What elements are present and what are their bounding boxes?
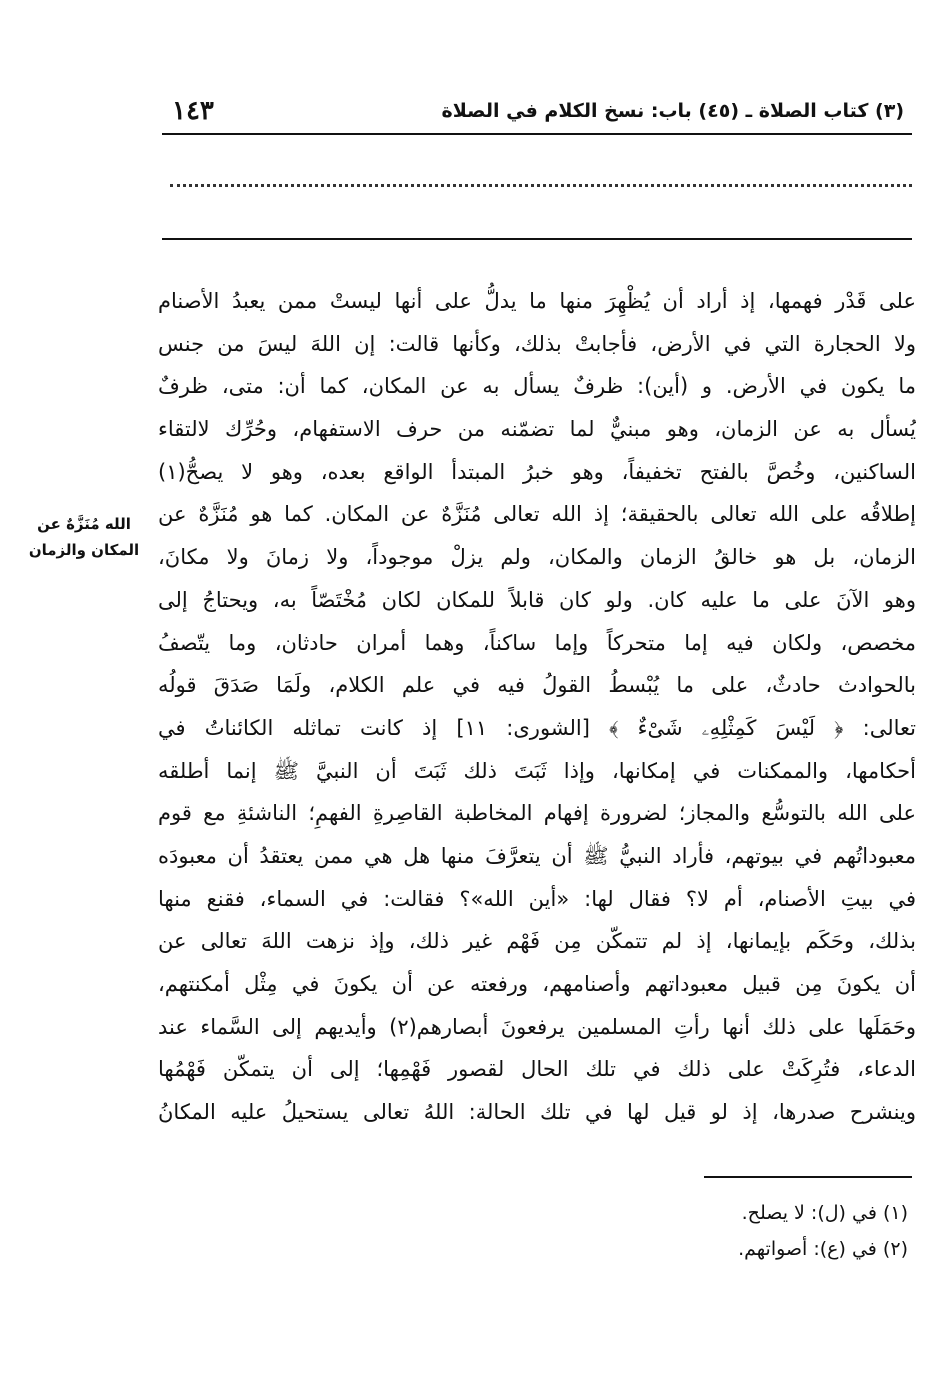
text-line: مخصص، ولكان فيه إما متحركاً وإما ساكناً، وهما أمران حادثان، وما يتّصفُ	[158, 630, 916, 655]
margin-note-line: المكان والزمان	[28, 541, 140, 559]
text-line: بالحوادث حادثٌ، على ما يُبْسطُ القولُ فيه في علم الكلام، ولَمَا صَدَقَ قولُه	[158, 673, 916, 698]
margin-note-line: الله مُنَزَّهٌ عن	[37, 515, 131, 533]
body-text	[158, 280, 916, 1134]
text-line: الزمان، بل هو خالقُ الزمان والمكان، ولم يزلْ موجوداً، ولا زمانَ ولا مكانَ،	[158, 545, 916, 570]
page-number: ١٤٣	[172, 96, 214, 126]
text-line: على الله بالتوسُّع والمجاز؛ لضرورة إفهام المخاطبة القاصِرةِ الفهمِ؛ الناشئةِ مع قوم	[158, 801, 916, 826]
footnote-1: (١) في (ل): لا يصلح.	[741, 1202, 908, 1224]
text-line: ما يكون في الأرض. و (أين): ظرفٌ يسأل به عن المكان، كما أن: متى، ظرفٌ	[158, 374, 916, 399]
text-line: وينشرح صدرها، إذ لو قيل لها في تلك الحالة: اللهُ تعالى يستحيلُ عليه المكانُ	[158, 1100, 916, 1125]
header-rule	[162, 133, 912, 135]
text-line: في بيتِ الأصنام، أم لا؟ فقال لها: «أين الله»؟ فقالت: في السماء، فقنع منها	[158, 886, 916, 911]
text-line: أن يكونَ مِن قبيل معبوداتهم وأصنامهم، ورفعته عن أن يكونَ في مِثْل أمكنتهم،	[158, 972, 916, 996]
section-rule	[162, 238, 912, 240]
running-header	[160, 92, 912, 132]
dotted-separator	[170, 184, 912, 187]
text-line: أحكامها، والممكنات في إمكانها، وإذا ثَبَتَ ذلك ثَبَتَ أن النبيَّ ﷺ إنما أطلقه	[158, 758, 916, 783]
text-line: على قَدْر فهمها، إذ أراد أن يُظْهِرَ منها ما يدلُّ على أنها ليستْ ممن يعبدُ الأصنام	[158, 289, 916, 313]
footnote-2: (٢) في (ع): أصواتهم.	[738, 1238, 908, 1260]
footnote-rule	[704, 1176, 912, 1178]
text-line: ولا الحجارة التي في الأرض، فأجابتْ بذلك، وكأنها قالت: إن اللهَ ليسَ من جنس	[158, 331, 916, 356]
text-line: وحَمَلَها على ذلك أنها رأتِ المسلمين يرفعونَ أبصارهم(٢) وأيديهم إلى السَّماء عند	[158, 1014, 916, 1039]
text-line: معبوداتُهم في بيوتهم، فأراد النبيُّ ﷺ أن يتعرَّفَ منها هل هي ممن يعتقدُ أن معبودَه	[158, 843, 916, 868]
text-line: الساكنين، وخُصَّ بالفتح تخفيفاً، وهو خبرُ المبتدأ الواقع بعده، وهو لا يصحُّ(١)	[158, 459, 916, 484]
text-line: وهو الآنَ على ما عليه كان. ولو كان قابلاً للمكان لكان مُخْتَصّاً به، ويحتاجُ إلى	[158, 587, 916, 612]
text-line: بذلك، وحَكَم بإيمانها، إذ لم تتمكّن مِن فَهْم غير ذلك، وإذ نزهت اللهَ تعالى عن	[158, 929, 916, 954]
text-line: تعالى: ﴿ لَيْسَ كَمِثْلِهِۦ شَىْءٌ ﴾ [الشورى: ١١] إذ كانت تماثله الكائناتُ في	[158, 715, 916, 740]
text-line: الدعاء، فتُرِكَتْ على ذلك في تلك الحال لقصور فَهْمِها؛ إلى أن يتمكّن فَهْمُها	[158, 1057, 916, 1082]
text-line: يُسأل به عن الزمان، وهو مبنيٌّ لما تضمّنه من حرف الاستفهام، وحُرِّك لالتقاء	[158, 417, 916, 442]
header-title: (٣) كتاب الصلاة ـ (٤٥) باب: نسخ الكلام في الصلاة	[441, 100, 904, 122]
footnotes	[308, 1195, 908, 1267]
text-line: إطلاقُه على الله تعالى بالحقيقة؛ إذ الله تعالى مُنَزَّهٌ عن المكان. كما هو مُنَزَّهٌ عن	[158, 502, 916, 527]
margin-note	[10, 511, 158, 563]
